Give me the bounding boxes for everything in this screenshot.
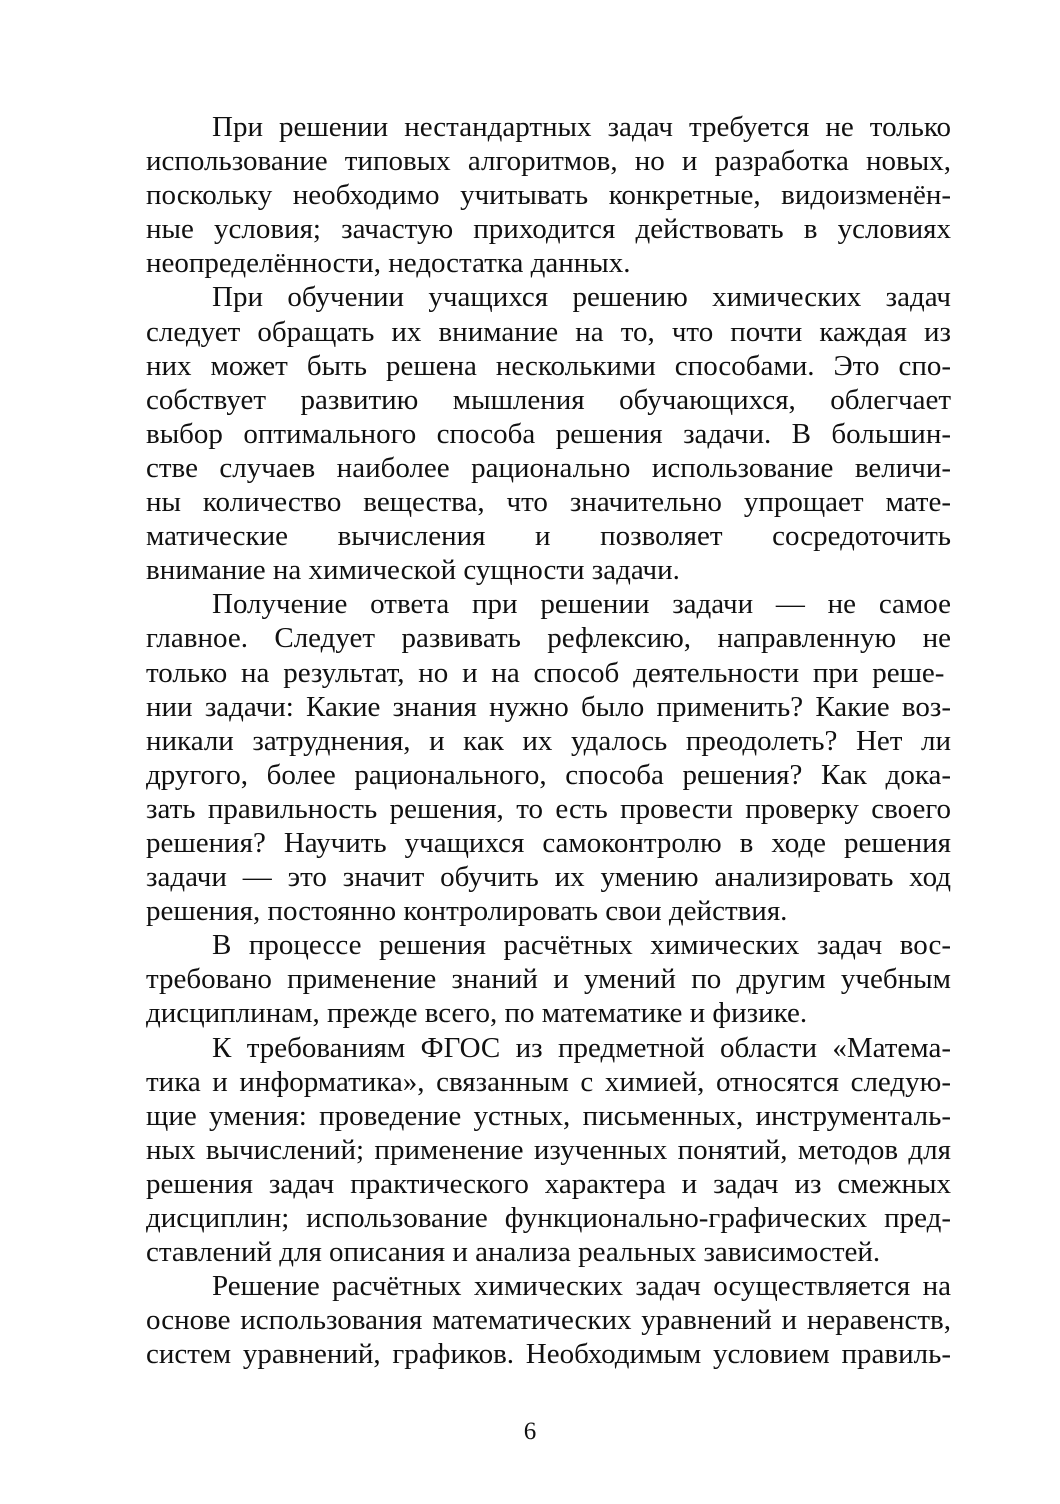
text-line: дисциплинам, прежде всего, по математике и физике. <box>146 997 808 1030</box>
paragraph <box>146 110 951 280</box>
text-line: Решение расчётных химических задач осуществляется на <box>212 1270 951 1303</box>
text-line: другого, более рационального, способа решения? Как дока- <box>146 758 951 791</box>
paragraph <box>146 1269 951 1371</box>
text-line: главное. Следует развивать рефлексию, направленную не <box>146 622 951 655</box>
paragraph <box>146 280 951 587</box>
text-line: основе использования математических уравнений и неравенств, <box>146 1304 951 1337</box>
text-line: решения задач практического характера и задач из смежных <box>146 1167 951 1200</box>
paragraph <box>146 587 951 928</box>
text-line: тика и информатика», связанным с химией, относятся следую- <box>146 1065 951 1098</box>
text-line: дисциплин; использование функционально-графических пред- <box>146 1202 951 1234</box>
text-line: внимание на химической сущности задачи. <box>146 554 680 587</box>
text-line: При решении нестандартных задач требуется не только <box>212 111 951 143</box>
text-line: К требованиям ФГОС из предметной области «Матема- <box>212 1031 951 1064</box>
body-text <box>146 110 951 1371</box>
text-line: неопределённости, недостатка данных. <box>146 247 631 280</box>
text-line: Получение ответа при решении задачи — не самое <box>212 588 951 621</box>
text-line: нии задачи: Какие знания нужно было применить? Какие воз- <box>146 690 951 723</box>
text-line: них может быть решена несколькими способами. Это спо- <box>146 349 951 382</box>
paragraph <box>146 928 951 1030</box>
text-line: поскольку необходимо учитывать конкретные, видоизменён- <box>146 179 951 212</box>
text-line: систем уравнений, графиков. Необходимым условием правиль- <box>146 1338 951 1371</box>
text-line: В процессе решения расчётных химических задач вос- <box>212 929 951 962</box>
text-line: ны количество вещества, что значительно упрощает мате- <box>146 486 951 519</box>
text-line: решения, постоянно контролировать свои действия. <box>146 895 788 928</box>
text-line: задачи — это значит обучить их умению анализировать ход <box>146 861 951 894</box>
page-number: 6 <box>523 1418 537 1445</box>
text-line: матические вычисления и позволяет сосредоточить <box>146 520 951 553</box>
text-line: щие умения: проведение устных, письменных, инструменталь- <box>146 1099 951 1132</box>
text-line: ные условия; зачастую приходится действовать в условиях <box>146 213 951 246</box>
text-line: использование типовых алгоритмов, но и разработка новых, <box>146 145 951 178</box>
text-line: решения? Научить учащихся самоконтролю в ходе решения <box>146 826 951 859</box>
text-line: следует обращать их внимание на то, что почти каждая из <box>146 315 951 348</box>
paragraph <box>146 1031 951 1270</box>
text-line: выбор оптимального способа решения задачи. В большин- <box>146 417 951 450</box>
text-line: При обучении учащихся решению химических задач <box>212 281 951 314</box>
text-line: ных вычислений; применение изученных понятий, методов для <box>146 1133 951 1166</box>
text-line: собствует развитию мышления обучающихся, облегчает <box>146 383 951 416</box>
text-line: требовано применение знаний и умений по другим учебным <box>146 963 951 996</box>
text-line: стве случаев наиболее рационально использование величи- <box>146 451 951 484</box>
text-line: никали затруднения, и как их удалось преодолеть? Нет ли <box>146 724 951 757</box>
text-line: ставлений для описания и анализа реальных зависимостей. <box>146 1236 881 1269</box>
text-line: зать правильность решения, то есть провести проверку своего <box>146 792 951 825</box>
text-line: только на результат, но и на способ деятельности при реше- <box>146 656 945 689</box>
